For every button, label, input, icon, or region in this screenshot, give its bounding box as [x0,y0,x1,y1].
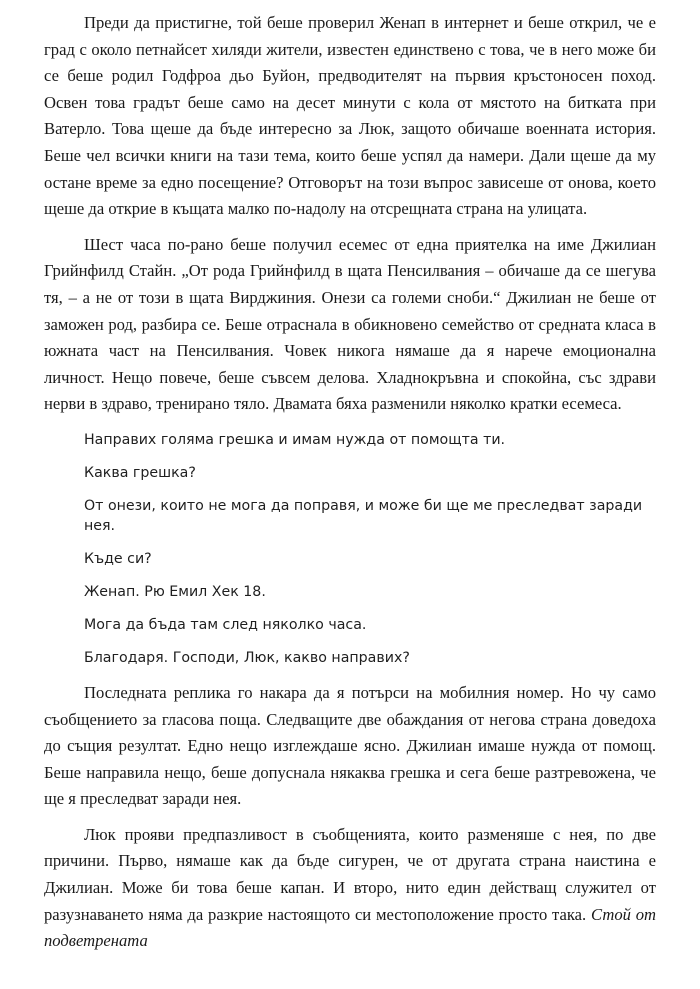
paragraph: Преди да пристигне, той беше проверил Женап в интернет и беше открил, че е град с около петнайсет хиляди жители, известен единствено с това, че в него може би се беше родил Годфроа дьо Буйон, предводителят на първия кръстоносен поход. Освен това градът беше само на десет минути с кола от мястото на битката при Ватерло. Това щеше да бъде интересно за Люк, защото обичаше военната история. Беше чел всички книги на тази тема, които беше успял да намери. Дали щеше да му остане време за едно посещение? Отговорът на този въпрос зависеше от онова, което щеше да открие в къщата малко по-надолу на отсрещната страна на улицата. [44,13,656,219]
text-message: Каква грешка? [84,464,196,481]
paragraph-text: Люк прояви предпазливост в съобщенията, които разменяше с нея, по две причини. Първо, нямаше как да бъде сигурен, че от другата страна наистина е Джилиан. Може би това беше капан. И второ, нито един действащ служител от разузнаването няма да разкрие настоящото си местоположение просто така. [44,824,656,924]
text-message: Мога да бъда там след няколко часа. [84,616,367,633]
text-message: Женап. Рю Емил Хек 18. [84,583,266,600]
text-message: Благодаря. Господи, Люк, какво направих? [84,649,410,666]
paragraph: Последната реплика го накара да я потърси на мобилния номер. Но чу само съобщението за гласова поща. Следващите две обаждания от негова страна доведоха до същия резултат. Едно нещо изглеждаше ясно. Джилиан имаше нужда от помощ. Беше направила нещо, беше допуснала някаква грешка и сега беше разтревожена, че ще я преследват заради нея. [44,682,656,809]
text-message: От онези, които не мога да поправя, и може би ще ме преследват заради нея. [84,497,643,534]
paragraph [44,822,656,955]
paragraph: Шест часа по-рано беше получил есемес от една приятелка на име Джилиан Грийнфилд Стайн. „От рода Грийнфилд в щата Пенсилвания – обичаше да се шегува тя, – а не от този в щата Вирджиния. Онези са големи сноби.“ Джилиан не беше от заможен род, разбира се. Беше отраснала в обикновено семейство от средната класа в южната част на Пенсилвания. Човек никога нямаше да я нарече емоционална личност. Нещо повече, беше съвсем делова. Хладнокръвна и спокойна, със здрави нерви в здраво, тренирано тяло. Двамата бяха разменили няколко кратки есемеса. [44,234,656,414]
italic-phrase: Стой от подветрената [44,904,657,951]
text-message: Направих голяма грешка и имам нужда от помощта ти. [84,431,506,448]
text-message: Къде си? [84,550,152,567]
text-message-exchange [44,430,656,668]
